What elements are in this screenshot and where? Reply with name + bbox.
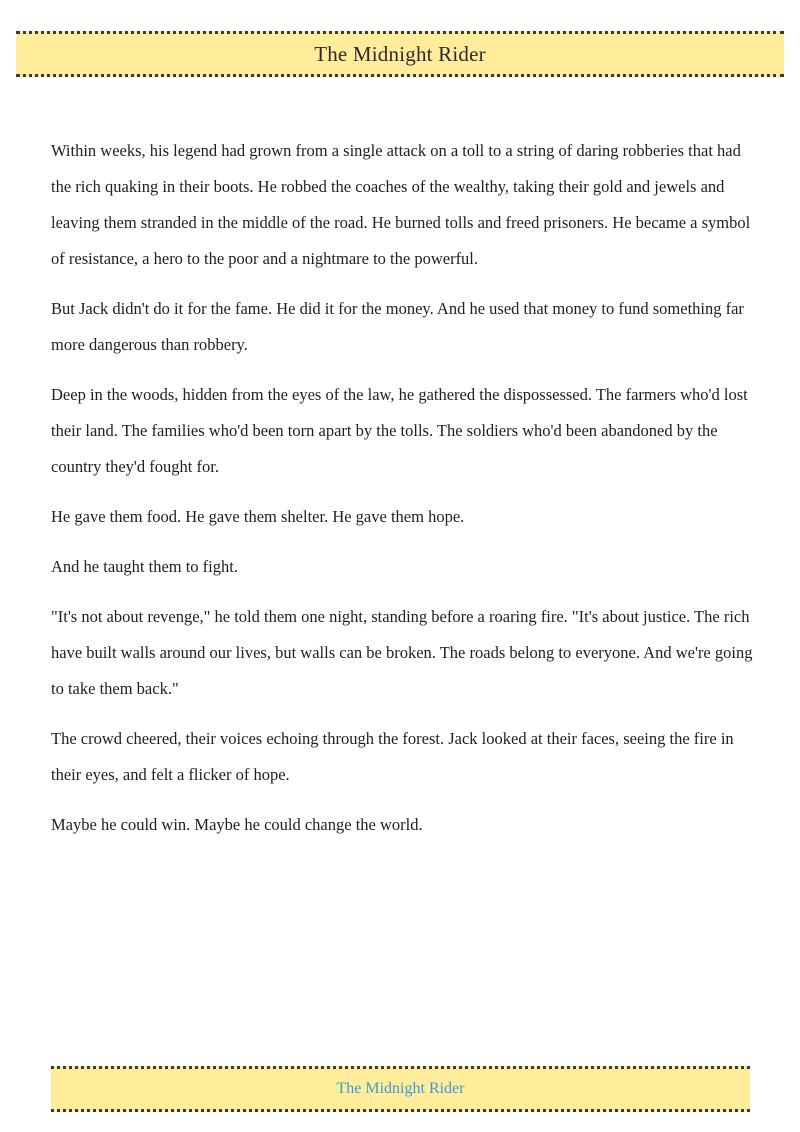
story-paragraph: And he taught them to fight. (51, 557, 238, 576)
page-title: The Midnight Rider (314, 41, 486, 66)
story-paragraph: Within weeks, his legend had grown from a single attack on a toll to a string of daring robberies that had the rich quaking in their boots. He robbed the coaches of the wealthy, taking their gold and jewels and leaving them stranded in the middle of the road. He burned tolls and freed prisoners. He became a symbol of resistance, a hero to the poor and a nightmare to the powerful. (51, 141, 751, 268)
page-footer (51, 1066, 750, 1112)
footer-title: The Midnight Rider (336, 1080, 465, 1097)
page-header (16, 31, 784, 77)
story-paragraph: Deep in the woods, hidden from the eyes of the law, he gathered the dispossessed. The farmers who'd lost their land. The families who'd been torn apart by the tolls. The soldiers who'd been abandoned by the country they'd fought for. (51, 385, 748, 476)
story-paragraph: Maybe he could win. Maybe he could change the world. (51, 815, 423, 834)
story-body (51, 133, 756, 857)
story-paragraph: "It's not about revenge," he told them one night, standing before a roaring fire. "It's about justice. The rich have built walls around our lives, but walls can be broken. The roads belong to everyone. And we're going to take them back." (51, 607, 753, 698)
story-paragraph: He gave them food. He gave them shelter. He gave them hope. (51, 507, 465, 526)
story-paragraph: But Jack didn't do it for the fame. He did it for the money. And he used that money to fund something far more dangerous than robbery. (51, 299, 744, 354)
story-paragraph: The crowd cheered, their voices echoing through the forest. Jack looked at their faces, seeing the fire in their eyes, and felt a flicker of hope. (51, 729, 734, 784)
